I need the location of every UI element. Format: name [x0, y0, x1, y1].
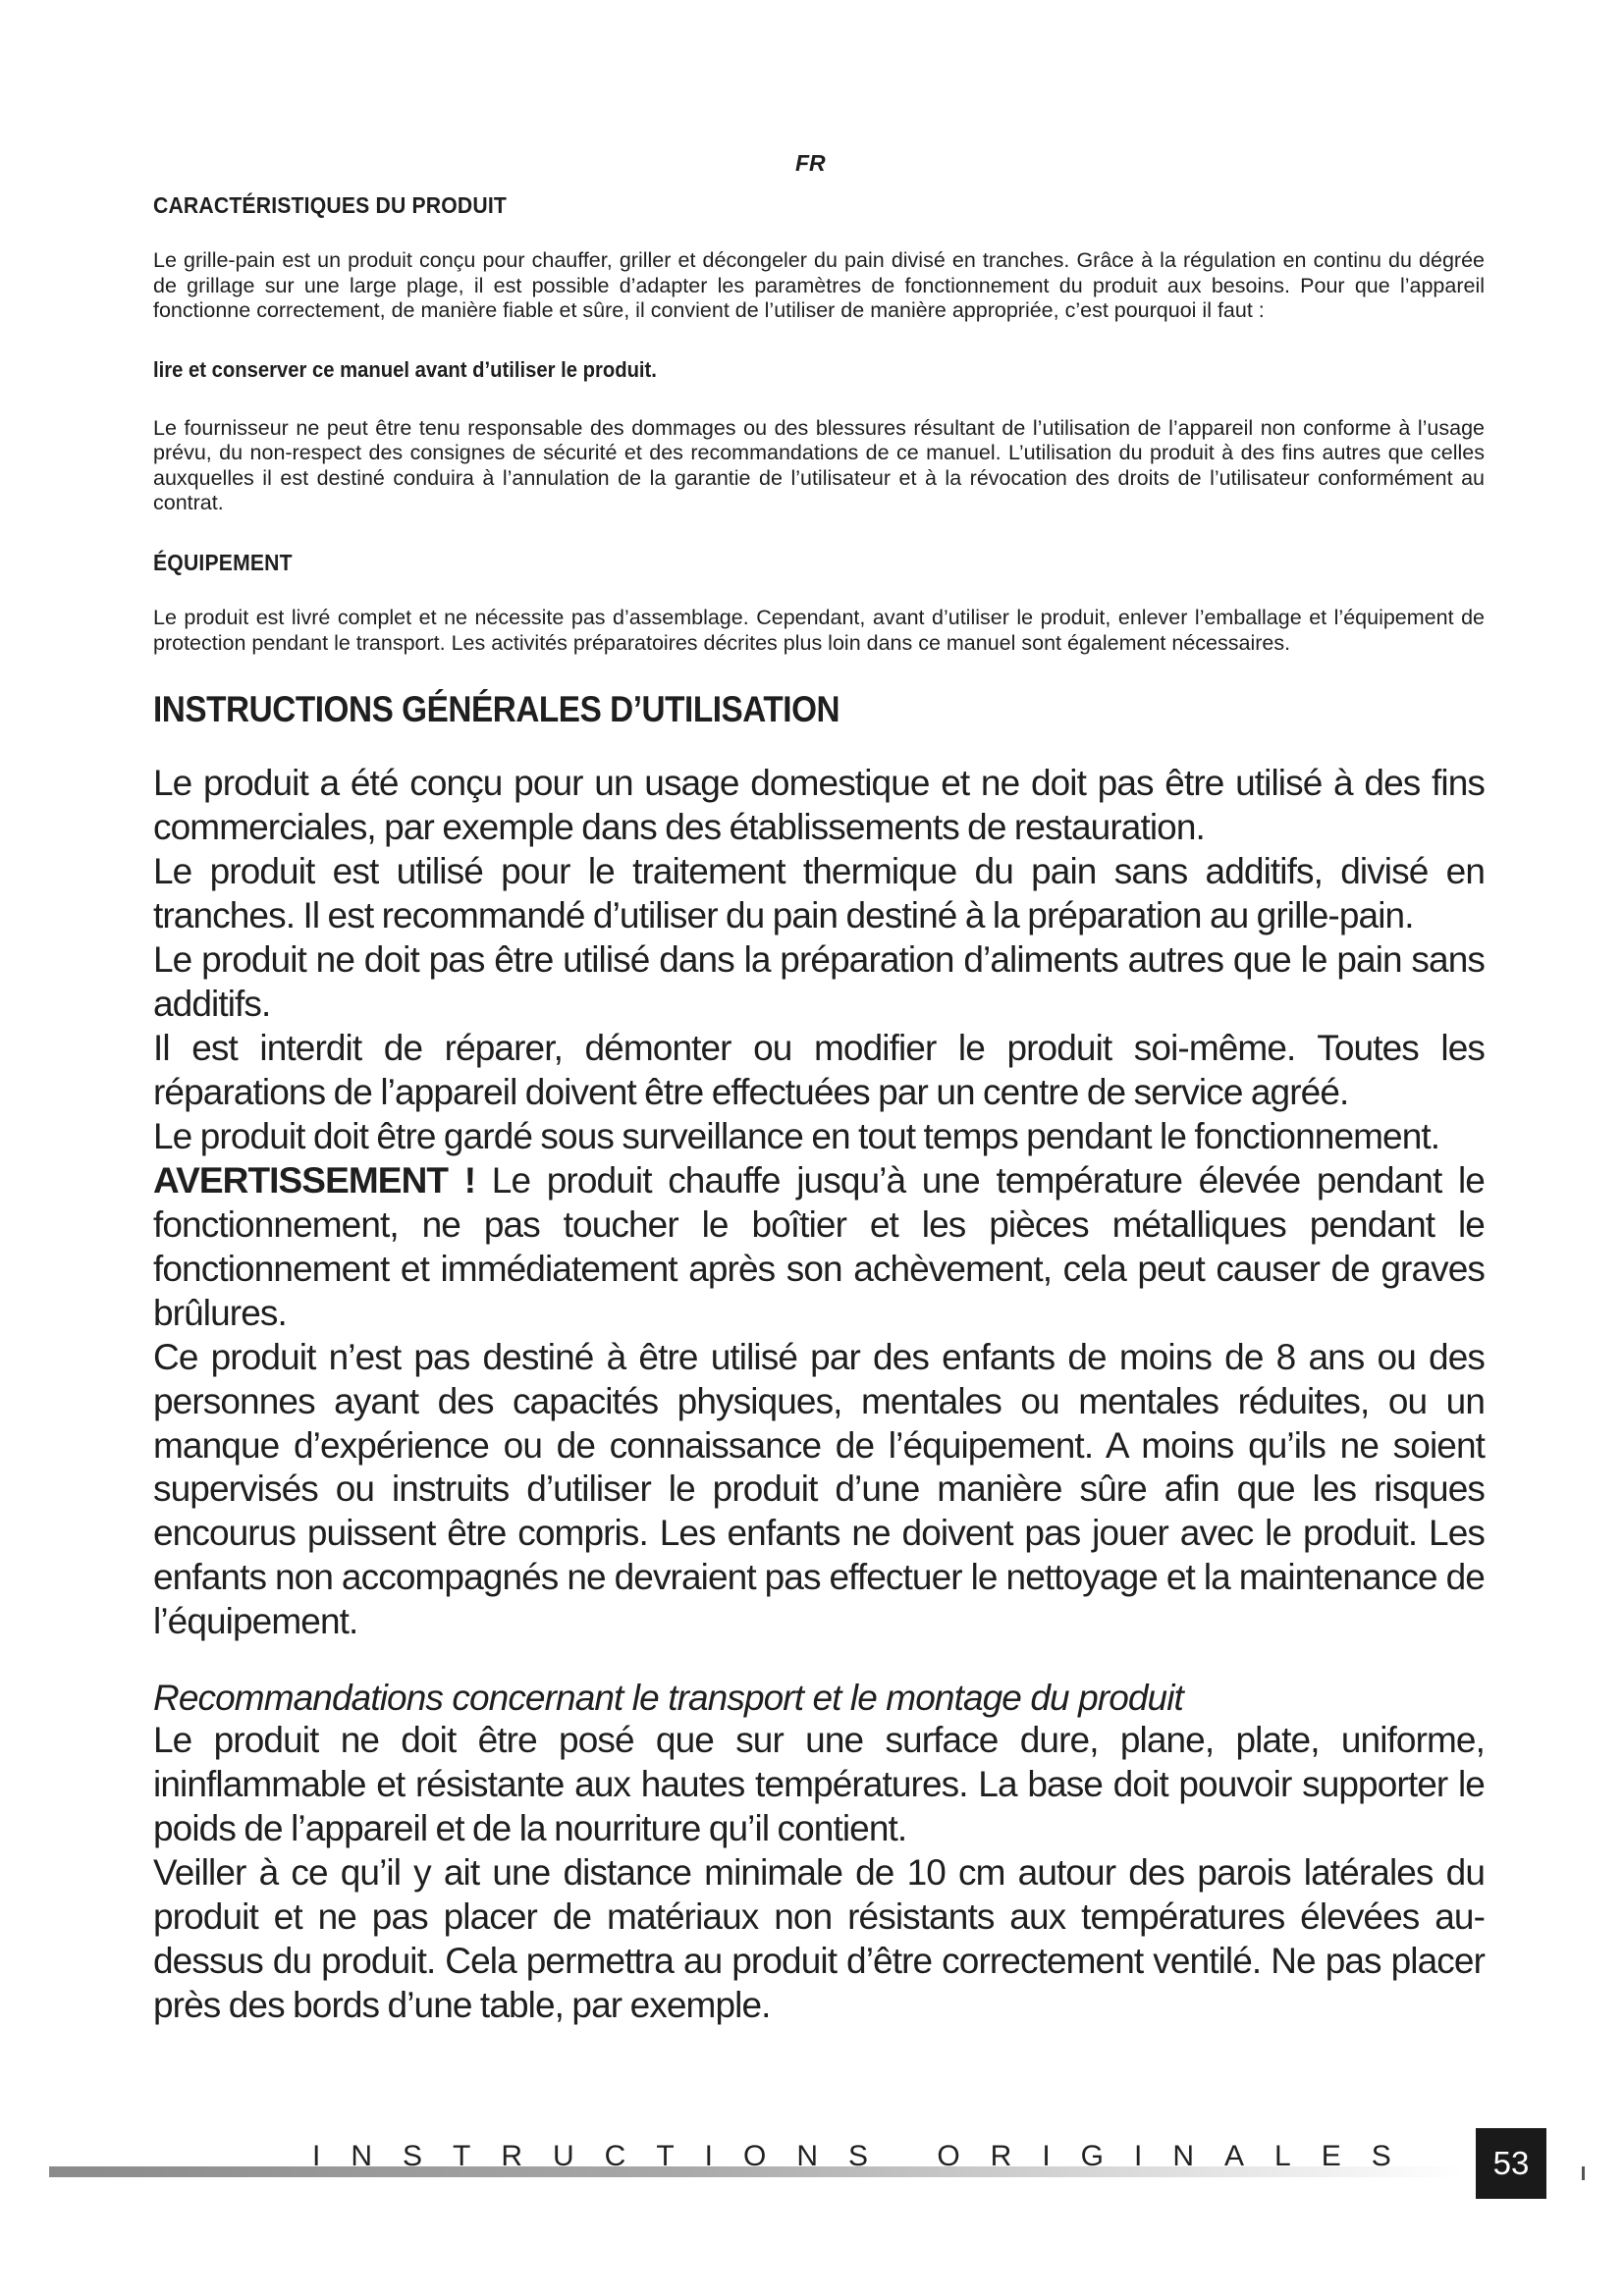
paragraph: Le produit ne doit être posé que sur une surface dure, plane, plate, uniforme, ininflammable et résistante aux hautes températures. La base doit pouvoir supporter le poids de l’appareil et de la nourriture qu’il contient. — [153, 1720, 1485, 1849]
page-number: 53 — [1476, 2128, 1546, 2199]
paragraph: Le produit ne doit pas être utilisé dans la préparation d’aliments autres que le pain sans additifs. — [153, 939, 1485, 1024]
paragraph: Le produit est livré complet et ne nécessite pas d’assemblage. Cependant, avant d’utiliser le produit, enlever l’emballage et l’équipement de protection pendant le transport. Les activités préparatoires décrites plus loin dans ce manuel sont également nécessaires. — [153, 606, 1485, 655]
warning-label: AVERTISSEMENT ! — [153, 1159, 476, 1201]
language-marker: FR — [795, 150, 826, 176]
subsection-title-transport: Recommandations concernant le transport et le montage du produit — [153, 1678, 1183, 1719]
paragraph: Le fournisseur ne peut être tenu responsable des dommages ou des blessures résultant de l’utilisation de l’appareil non conforme à l’usage prévu, du non-respect des consignes de sécurité et des recommandations de ce manuel. L’utilisation du produit à des fins autres que celles auxquelles il est destiné conduira à l’annulation de la garantie de l’utilisateur et à la révocation des droits de l’utilisateur conformément au contrat. — [153, 415, 1485, 515]
section-title-characteristics: CARACTÉRISTIQUES DU PRODUIT — [153, 192, 508, 218]
page-content — [153, 192, 1485, 2028]
paragraph: Veiller à ce qu’il y ait une distance minimale de 10 cm autour des parois latérales du produit et ne pas placer de matériaux non résistants aux températures élevées au-dessus du produit. Cela permettra au produit d’être correctement ventilé. Ne pas placer près des bords d’une table, par exemple. — [153, 1852, 1485, 2025]
footer-label: INSTRUCTIONS ORIGINALES — [312, 2140, 1422, 2172]
section-title-general-instructions: INSTRUCTIONS GÉNÉRALES D’UTILISATION — [153, 689, 840, 730]
bold-instruction: lire et conserver ce manuel avant d’utiliser le produit. — [153, 356, 657, 382]
footer-tick-mark — [1582, 2166, 1585, 2180]
paragraph: Le grille-pain est un produit conçu pour chauffer, griller et décongeler du pain divisé en tranches. Grâce à la régulation en continu du dégrée de grillage sur une large plage, il est possible d’adapter les paramètres de fonctionnement du produit aux besoins. Pour que l’appareil fonctionne correctement, de manière fiable et sûre, il convient de l’utiliser de manière appropriée, c’est pourquoi il faut : — [153, 248, 1485, 323]
warning-text: Le produit chauffe jusqu’à une température élevée pendant le fonctionnement, ne pas toucher le boîtier et les pièces métalliques pendant le fonctionnement et immédiatement après son achèvement, cela peut causer de graves brûlures. — [153, 1159, 1485, 1333]
paragraph: Le produit a été conçu pour un usage domestique et ne doit pas être utilisé à des fins commerciales, par exemple dans des établissements de restauration. — [153, 763, 1485, 848]
paragraph: Ce produit n’est pas destiné à être utilisé par des enfants de moins de 8 ans ou des personnes ayant des capacités physiques, mentales ou mentales réduites, ou un manque d’expérience ou de connaissance de l’équipement. A moins qu’ils ne soient supervisés ou instruits d’utiliser le produit d’une manière sûre afin que les risques encourus puissent être compris. Les enfants ne doivent pas jouer avec le produit. Les enfants non accompagnés ne devraient pas effectuer le nettoyage et la maintenance de l’équipement. — [153, 1336, 1485, 1642]
warning-paragraph — [153, 1159, 1485, 1336]
section-title-equipment: ÉQUIPEMENT — [153, 550, 293, 576]
paragraph: Le produit est utilisé pour le traitement thermique du pain sans additifs, divisé en tranches. Il est recommandé d’utiliser du pain destiné à la préparation au grille-pain. — [153, 851, 1485, 936]
paragraph: Il est interdit de réparer, démonter ou modifier le produit soi-même. Toutes les réparations de l’appareil doivent être effectuées par un centre de service agréé. — [153, 1027, 1485, 1112]
paragraph: Le produit doit être gardé sous surveillance en tout temps pendant le fonctionnement. — [153, 1115, 1440, 1156]
